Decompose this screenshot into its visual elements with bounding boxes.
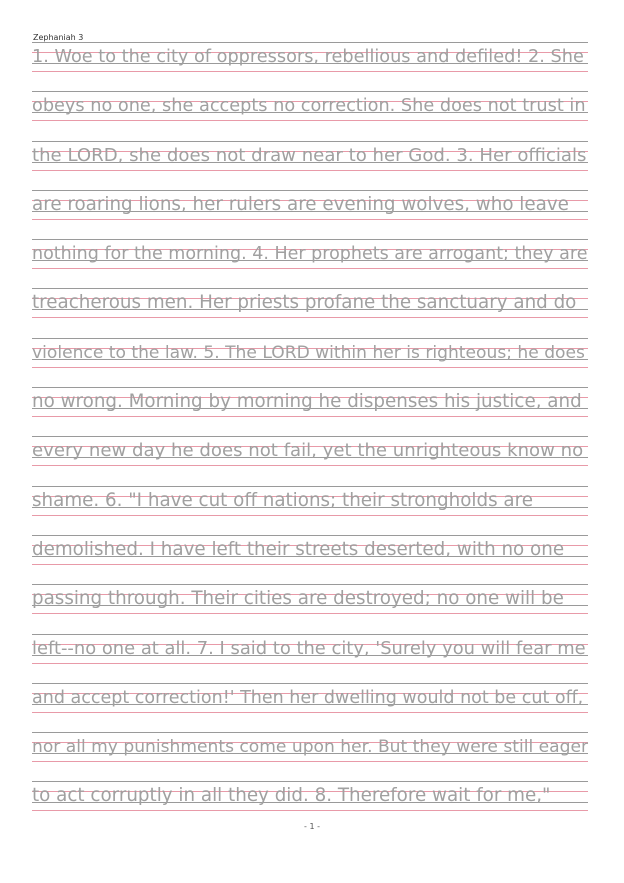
trace-text-line: obeys no one, she accepts no correction. She does not trust in bbox=[32, 96, 586, 117]
practice-row bbox=[32, 486, 588, 535]
trace-text-line: demolished. I have left their streets deserted, with no one bbox=[32, 538, 565, 560]
page-number: - 1 - bbox=[304, 822, 320, 831]
trace-text-line: are roaring lions, her rulers are evening wolves, who leave bbox=[32, 193, 569, 215]
trace-text-line: shame. 6. "I have cut off nations; their strongholds are bbox=[32, 489, 533, 511]
practice-row bbox=[32, 42, 588, 91]
practice-row bbox=[32, 239, 588, 288]
page-header: Zephaniah 3 bbox=[33, 33, 84, 42]
trace-text-line: treacherous men. Her priests profane the sanctuary and do bbox=[32, 292, 577, 314]
practice-row bbox=[32, 535, 588, 584]
practice-row bbox=[32, 584, 588, 633]
trace-text-line: every new day he does not fail, yet the unrighteous know no bbox=[32, 440, 584, 462]
practice-row bbox=[32, 732, 588, 781]
trace-text-line: no wrong. Morning by morning he dispenses his justice, and bbox=[32, 391, 582, 413]
practice-row bbox=[32, 387, 588, 436]
trace-text-line: and accept correction!' Then her dwelling would not be cut off, bbox=[32, 687, 584, 708]
practice-row bbox=[32, 683, 588, 732]
trace-text-line: passing through. Their cities are destroyed; no one will be bbox=[32, 588, 564, 610]
practice-row bbox=[32, 436, 588, 485]
trace-text-line: nothing for the morning. 4. Her prophets are arrogant; they are bbox=[32, 244, 588, 265]
practice-row bbox=[32, 338, 588, 387]
trace-text-line: left--no one at all. 7. I said to the city, 'Surely you will fear me bbox=[32, 637, 586, 659]
trace-text-line: nor all my punishments come upon her. But they were still eager bbox=[32, 737, 589, 758]
trace-text-line: the LORD, she does not draw near to her God. 3. Her officials bbox=[32, 144, 587, 166]
handwriting-practice-lines bbox=[32, 42, 588, 831]
practice-row bbox=[32, 288, 588, 337]
practice-row bbox=[32, 141, 588, 190]
trace-text-line: 1. Woe to the city of oppressors, rebellious and defiled! 2. She bbox=[32, 47, 584, 67]
practice-row bbox=[32, 634, 588, 683]
trace-text-line: violence to the law. 5. The LORD within her is righteous; he does bbox=[32, 342, 585, 363]
trace-text-line: to act corruptly in all they did. 8. Therefore wait for me," bbox=[32, 785, 551, 807]
practice-row bbox=[32, 91, 588, 140]
practice-row bbox=[32, 190, 588, 239]
